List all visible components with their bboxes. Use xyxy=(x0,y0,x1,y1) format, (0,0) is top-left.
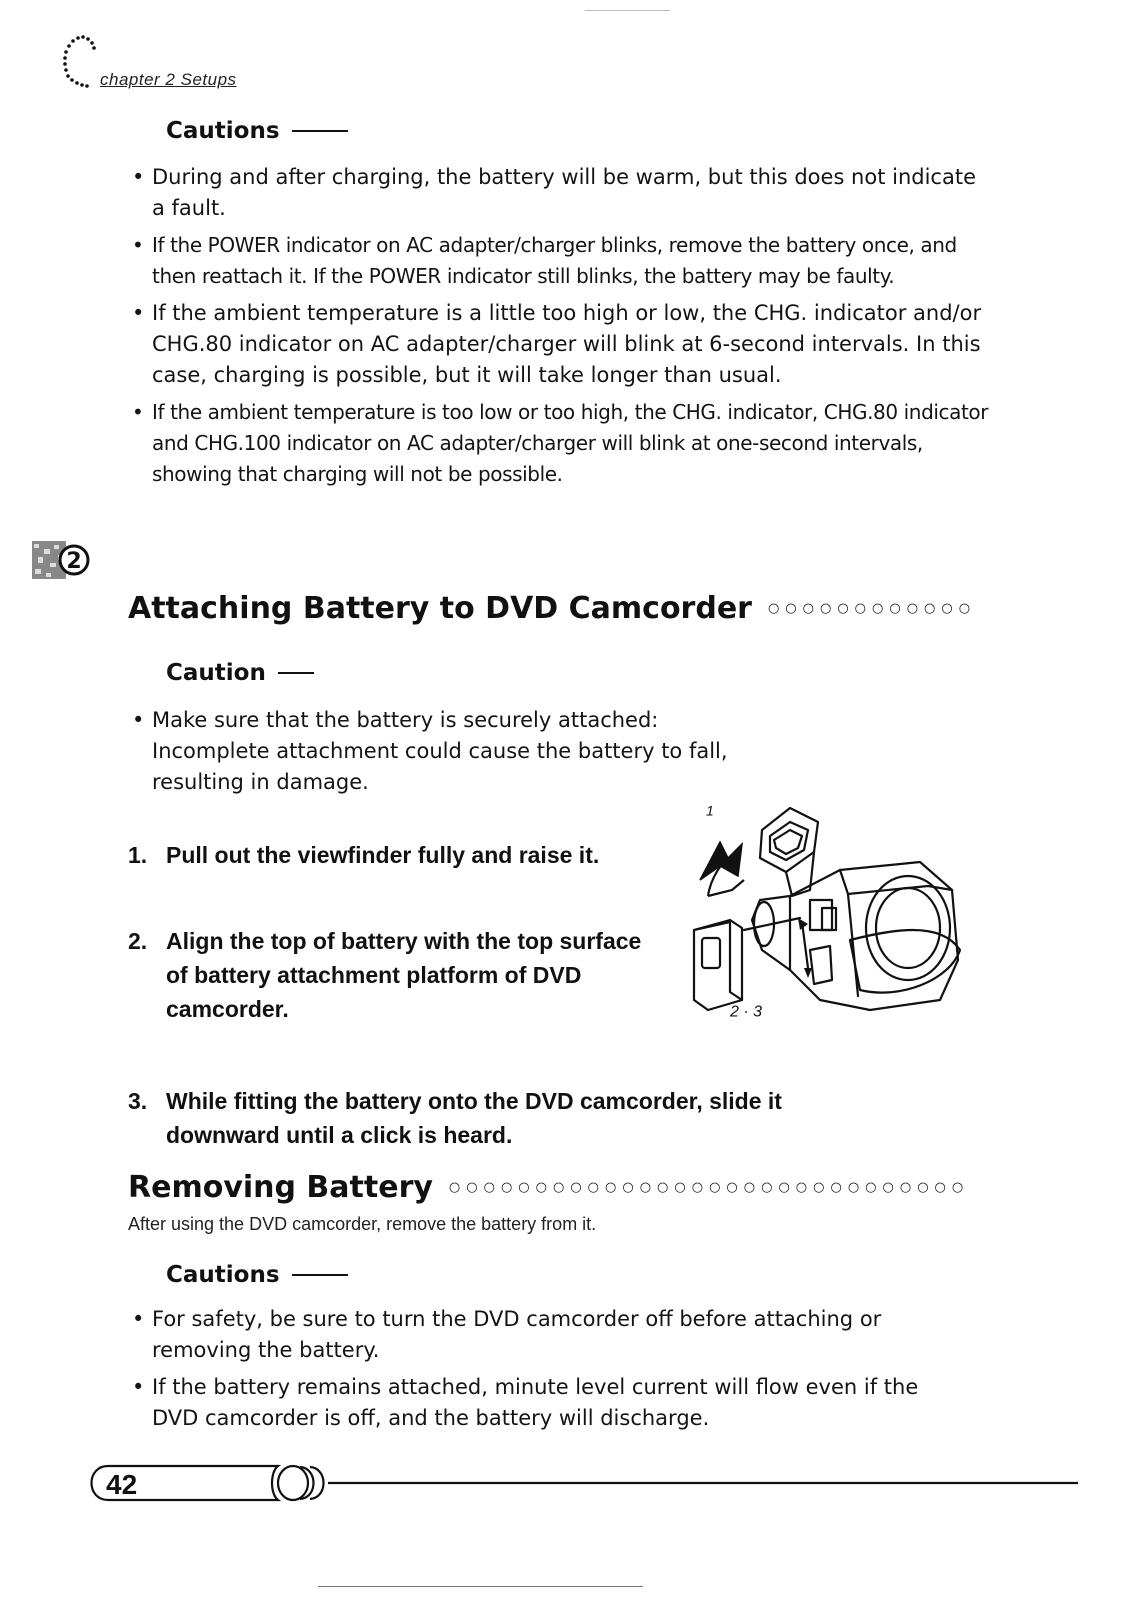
step-2 xyxy=(128,924,648,1026)
cautions-heading-top xyxy=(166,118,348,144)
step-1 xyxy=(128,838,648,872)
heading-rule xyxy=(278,672,314,674)
caution-heading-attaching xyxy=(166,660,314,686)
cautions-list-removing xyxy=(132,1304,952,1440)
caution-item: • If the POWER indicator on AC adapter/charger blinks, remove the battery once, and then reattach it. If the POWER indicator still blinks, the battery may be faulty. xyxy=(132,230,992,292)
page-number-badge xyxy=(78,1458,1078,1508)
heading-dots: ○○○○○○○○○○○○○○○○○○○○○○○○○○○○○○ xyxy=(448,1180,970,1195)
caution-item: • Make sure that the battery is securely attached: Incomplete attachment could cause the battery to fall, resulting in damage. xyxy=(132,705,792,798)
removing-intro: After using the DVD camcorder, remove the battery from it. xyxy=(128,1214,597,1234)
camcorder-battery-illustration xyxy=(690,800,990,1050)
figure-label-1: 1 xyxy=(706,802,714,819)
cautions-list-top xyxy=(132,162,992,496)
heading-rule xyxy=(292,130,348,132)
cautions-heading-removing-text: Cautions xyxy=(166,1262,280,1288)
section-heading-attaching xyxy=(128,591,993,626)
caution-item: • If the ambient temperature is a little too high or low, the CHG. indicator and/or CHG.80 indicator on AC adapter/charger will blink at 6-second intervals. In this case, charging is possible, but it will take longer than usual. xyxy=(132,298,992,391)
heading-rule xyxy=(292,1274,348,1276)
caution-item: • During and after charging, the battery will be warm, but this does not indicate a fault. xyxy=(132,162,992,224)
caution-item: • If the ambient temperature is too low or too high, the CHG. indicator, CHG.80 indicator and CHG.100 indicator on AC adapter/charger will blink at one-second intervals, showing that charging will not be possible. xyxy=(132,397,992,490)
chapter-dots-icon xyxy=(58,30,98,100)
section-title-attaching: Attaching Battery to DVD Camcorder xyxy=(128,591,752,626)
section-title-removing: Removing Battery xyxy=(128,1170,433,1205)
step-text: While fitting the battery onto the DVD camcorder, slide it downward until a click is heard. xyxy=(166,1088,782,1148)
step-3 xyxy=(128,1084,808,1152)
page-number: 42 xyxy=(106,1469,138,1500)
cautions-heading-top-text: Cautions xyxy=(166,118,280,144)
figure-label-23: 2 · 3 xyxy=(730,1003,763,1021)
step-number: 3. xyxy=(128,1088,148,1114)
section-heading-removing xyxy=(128,1170,993,1205)
page-number-frame-icon xyxy=(78,1458,1078,1508)
caution-item: • If the battery remains attached, minute level current will flow even if the DVD camcorder is off, and the battery will discharge. xyxy=(132,1372,952,1434)
cautions-heading-removing xyxy=(166,1262,348,1288)
chapter-label: chapter 2 Setups xyxy=(100,70,237,89)
chapter-tab-icon xyxy=(30,535,90,585)
heading-dots: ○○○○○○○○○○○○ xyxy=(767,601,977,616)
step-text: Align the top of battery with the top surface of battery attachment platform of DVD camcorder. xyxy=(166,928,642,1022)
caution-list-attaching xyxy=(132,705,792,804)
chapter-tab-number: 2 xyxy=(66,549,82,574)
scan-line-top xyxy=(585,10,670,11)
caution-item: • For safety, be sure to turn the DVD camcorder off before attaching or removing the battery. xyxy=(132,1304,952,1366)
caution-heading-attaching-text: Caution xyxy=(166,660,266,686)
step-number: 1. xyxy=(128,842,148,868)
step-number: 2. xyxy=(128,928,148,954)
step-text: Pull out the viewfinder fully and raise it. xyxy=(166,842,600,868)
scan-line-bottom xyxy=(318,1586,643,1587)
